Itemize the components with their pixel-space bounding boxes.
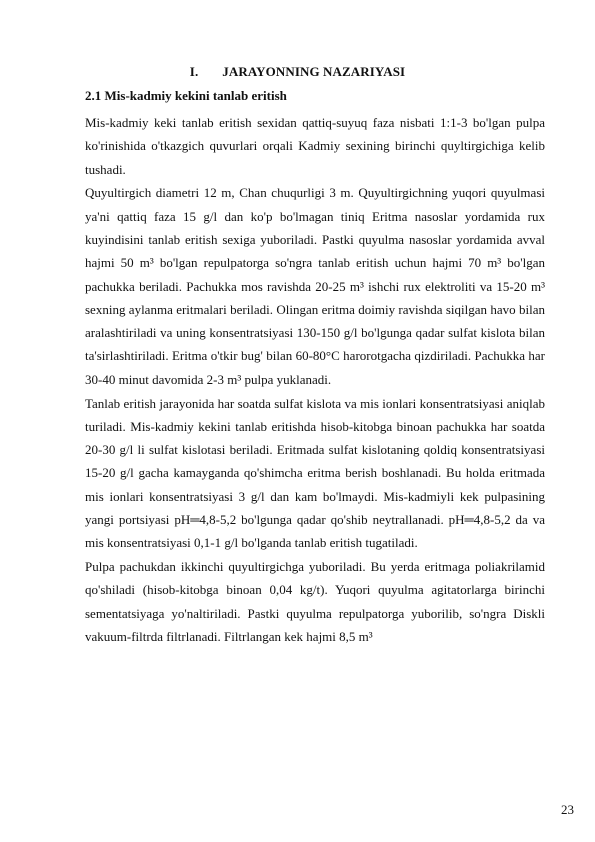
page-number: 23 [561, 802, 574, 817]
section-number: I. [189, 64, 199, 79]
paragraph: Quyultirgich diametri 12 m, Chan chuqurligi 3 m. Quyultirgichning yuqori quyulmasi ya'ni qattiq faza 15 g/l dan ko'p bo'lmagan tiniq Eritma nasoslar yordamida rux kuyindisini tanlab eritish sexiga yuboriladi. Pastki quyulma nasoslar yordamida avval hajmi 50 m³ bo'lgan repulpatorga so'ngra tanlab eritish uchun hajmi 70 m³ bo'lgan pachukka beriladi. Pachukka mos ravishda 20-25 m³ ishchi rux elektroliti va 15-20 m³ sexning aylanma eritmalari beriladi. Olingan eritma doimiy ravishda siqilgan havo bilan aralashtiriladi va uning konsentratsiyasi 130-150 g/l bo'lgunga qadar sulfat kislota bilan ta'sirlashtiriladi. Eritma o'tkir bug' bilan 60-80°C harorotgacha qizdiriladi. Pachukka har 30-40 minut davomida 2-3 m³ pulpa yuklanadi. [85, 185, 545, 387]
body-text [85, 111, 545, 648]
subsection-title: 2.1 Mis-kadmiy kekini tanlab eritish [85, 88, 287, 103]
section-title: JARAYONNING NAZARIYASI [222, 64, 406, 79]
paragraph: Pulpa pachukdan ikkinchi quyultirgichga yuboriladi. Bu yerda eritmaga poliakrilamid qo'shiladi (hisob-kitobga binoan 0,04 kg/t). Yuqori quyulma agitatorlarga birinchi sementatsiyaga yo'naltiriladi. Pastki quyulma repulpatorga yuborilib, so'ngra Diskli vakuum-filtrda filtrlanadi. Filtrlangan kek hajmi 8,5 m³ [85, 559, 545, 645]
paragraph: Tanlab eritish jarayonida har soatda sulfat kislota va mis ionlari konsentratsiyasi aniqlab turiladi. Mis-kadmiy kekini tanlab eritishda hisob-kitobga binoan pachukka har soatda 20-30 g/l li sulfat kislotasi beriladi. Eritmada sulfat kislotaning qoldiq konsentratsiyasi 15-20 g/l gacha kamayganda qo'shimcha eritma berish boshlanadi. Bu holda eritmada mis ionlari konsentratsiyasi 3 g/l dan kam bo'lmaydi. Mis-kadmiyli kek pulpasining yangi portsiyasi pH═4,8-5,2 bo'lgunga qadar qo'shib neytrallanadi. pH═4,8-5,2 da va mis konsentratsiyasi 0,1-1 g/l bo'lganda tanlab eritish tugatiladi. [85, 395, 545, 551]
section-heading [0, 64, 595, 80]
paragraph: Mis-kadmiy keki tanlab eritish sexidan qattiq-suyuq faza nisbati 1:1-3 bo'lgan pulpa ko'rinishida o'tkazgich quvurlari orqali Kadmiy sexining birinchi quyltirgichiga kelib tushadi. [85, 115, 545, 177]
